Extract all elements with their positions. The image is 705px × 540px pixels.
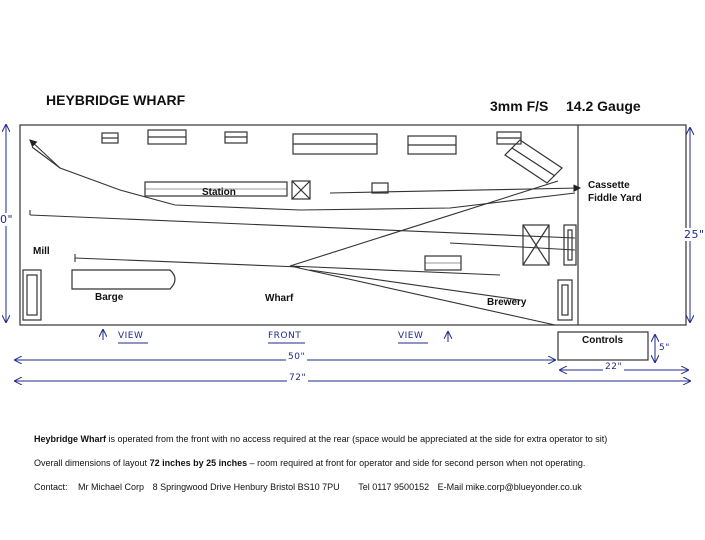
back-buildings — [102, 130, 521, 154]
station-label: Station — [202, 187, 236, 198]
brewery-label: Brewery — [487, 297, 527, 308]
note-line-2-bold: 72 inches by 25 inches — [149, 458, 248, 468]
view-right-label: VIEW — [398, 331, 424, 341]
contact-tel: Tel 0117 9500152 — [358, 482, 430, 492]
mill-label: Mill — [33, 246, 50, 257]
dim-25-label: 25" — [684, 228, 705, 241]
scale-label: 3mm F/S — [490, 98, 549, 114]
dim-left-label: 0" — [0, 213, 14, 226]
gauge-label: 14.2 Gauge — [566, 98, 641, 114]
view-left-label: VIEW — [118, 331, 144, 341]
wharf-label: Wharf — [265, 293, 294, 304]
angled-building — [505, 140, 562, 183]
note-line-2-a: Overall dimensions of layout — [34, 458, 150, 468]
note-line-1-bold: Heybridge Wharf — [34, 434, 107, 444]
barge-outline — [72, 270, 175, 289]
right-crates — [523, 225, 576, 265]
note-line-1 — [34, 434, 607, 444]
note-line-2-b: – room required at front for operator and side for second person when not operating. — [247, 458, 586, 468]
dim-5-label: 5" — [659, 343, 670, 353]
contact-label: Contact: — [34, 482, 68, 492]
contact-name: Mr Michael Corp — [78, 482, 145, 492]
front-label: FRONT — [268, 331, 302, 341]
cassette-label: Cassette — [588, 180, 630, 191]
fiddle-yard-label: Fiddle Yard — [588, 193, 642, 204]
brewery-building — [558, 280, 572, 320]
station-crate — [292, 181, 310, 199]
dim-22-label: 22" — [605, 362, 623, 372]
contact-line — [34, 482, 582, 492]
note-line-1-rest: is operated from the front with no access required at the rear (space would be appreciated at the side for extra operator to sit) — [106, 434, 608, 444]
note-line-2 — [34, 458, 585, 468]
mill-building — [23, 270, 41, 320]
controls-label: Controls — [582, 335, 624, 346]
dim-72-label: 72" — [289, 373, 307, 383]
dim-50-label: 50" — [288, 352, 306, 362]
layout-title: HEYBRIDGE WHARF — [46, 92, 186, 108]
barge-label: Barge — [95, 292, 124, 303]
contact-address: 8 Springwood Drive Henbury Bristol BS10 7PU — [152, 482, 340, 492]
contact-email: E-Mail mike.corp@blueyonder.co.uk — [437, 482, 582, 492]
